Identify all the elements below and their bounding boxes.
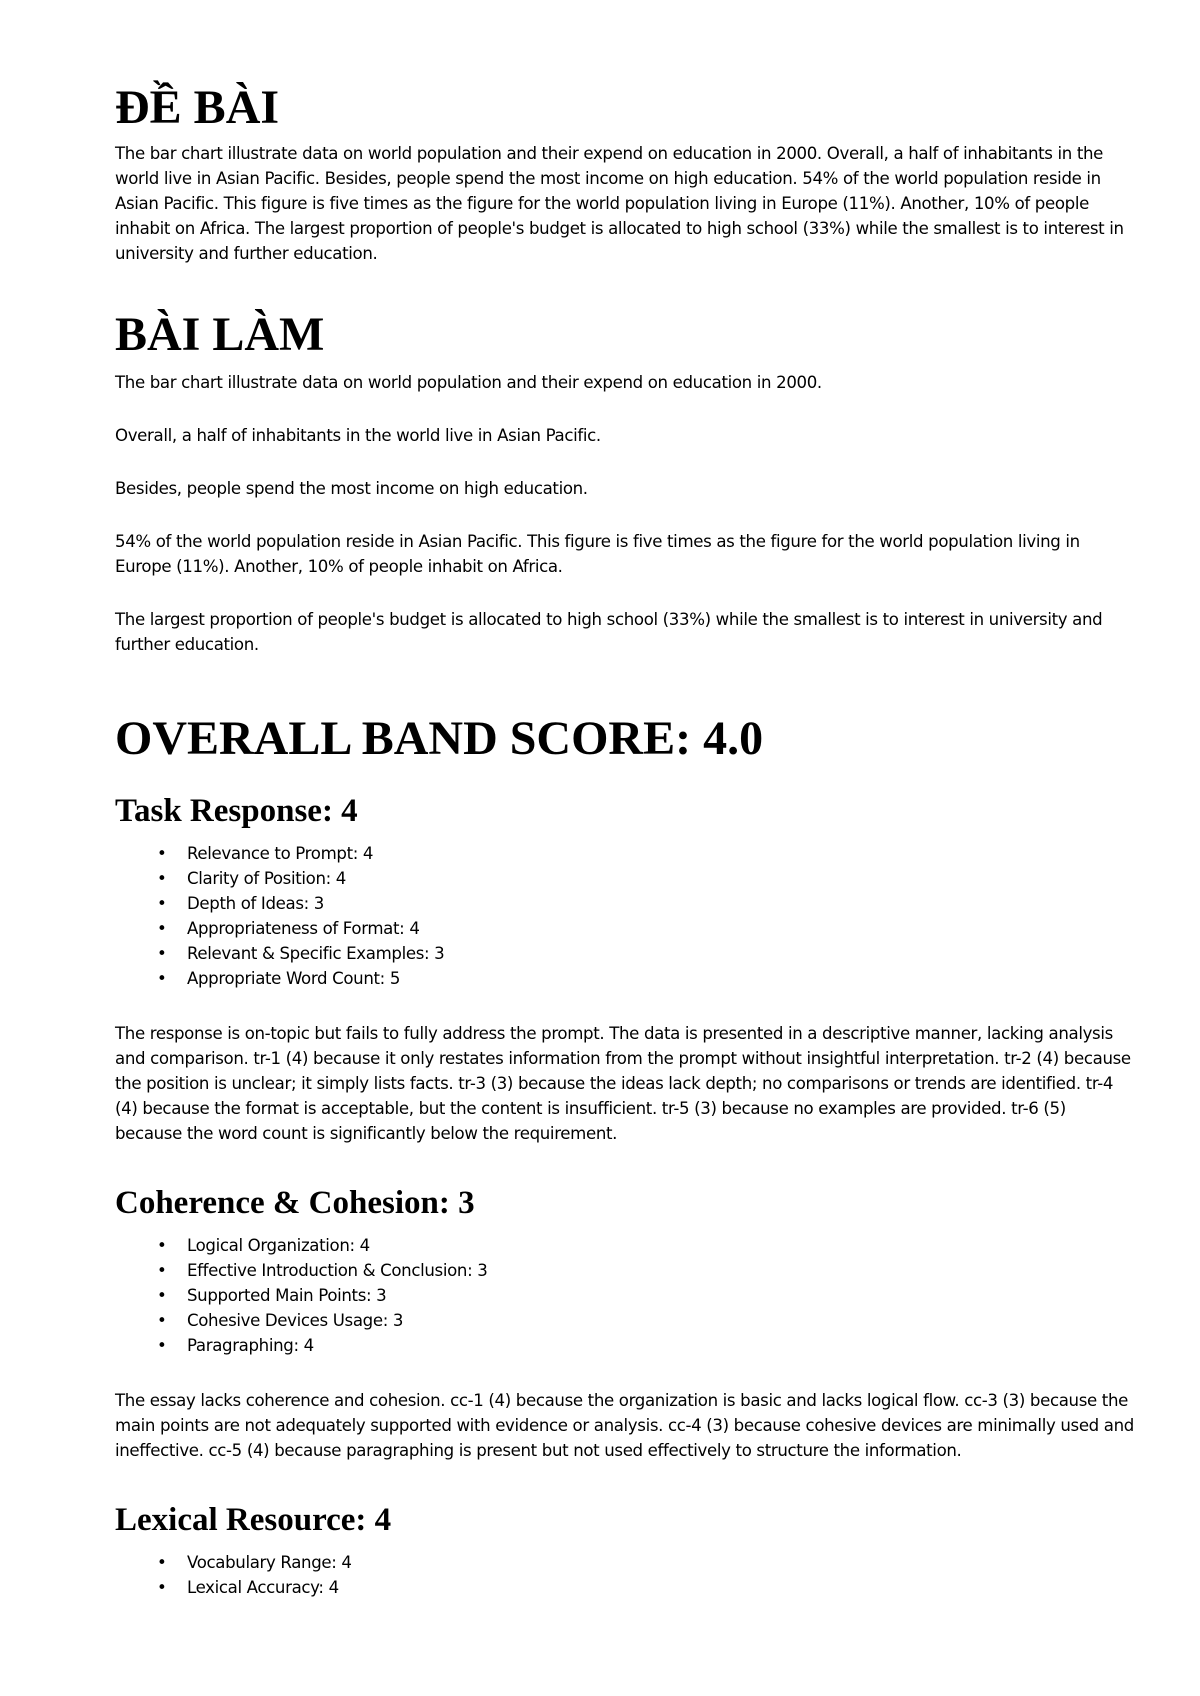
list-item: • Logical Organization: 4 (187, 1233, 1135, 1258)
lexical-resource-heading: Lexical Resource: 4 (115, 1502, 392, 1538)
list-item: • Lexical Accuracy: 4 (187, 1575, 1135, 1600)
coherence-cohesion-feedback: The essay lacks coherence and cohesion. cc-1 (4) because the organization is basic and lacks logical flow. cc-3 (3) because the main points are not adequately supported with evidence or analysis. cc-4 (3) because cohesive devices are minimally used and ineffective. cc-5 (4) because paragraphing is present but not used effectively to structure the information. (115, 1391, 1134, 1460)
coherence-cohesion-criteria-list (115, 1233, 1135, 1358)
de-bai-title: ĐỀ BÀI (115, 81, 280, 134)
task-response-criteria-list (115, 841, 1135, 991)
bai-lam-paragraph: Overall, a half of inhabitants in the world live in Asian Pacific. (115, 426, 601, 445)
bai-lam-paragraph: Besides, people spend the most income on high education. (115, 479, 588, 498)
list-item: • Clarity of Position: 4 (187, 866, 1135, 891)
bai-lam-title: BÀI LÀM (115, 308, 325, 361)
list-item: • Depth of Ideas: 3 (187, 891, 1135, 916)
overall-band-score-title: OVERALL BAND SCORE: 4.0 (115, 712, 764, 765)
list-item: • Relevant & Specific Examples: 3 (187, 941, 1135, 966)
bai-lam-paragraph: The bar chart illustrate data on world population and their expend on education in 2000. (115, 373, 822, 392)
list-item: • Cohesive Devices Usage: 3 (187, 1308, 1135, 1333)
lexical-resource-criteria-list (115, 1550, 1135, 1600)
list-item: • Vocabulary Range: 4 (187, 1550, 1135, 1575)
list-item: • Appropriate Word Count: 5 (187, 966, 1135, 991)
list-item: • Relevance to Prompt: 4 (187, 841, 1135, 866)
bai-lam-paragraph: The largest proportion of people's budget is allocated to high school (33%) while the smallest is to interest in university and further education. (115, 610, 1103, 654)
task-response-feedback: The response is on-topic but fails to fully address the prompt. The data is presented in a descriptive manner, lacking analysis and comparison. tr-1 (4) because it only restates information from the prompt without insightful interpretation. tr-2 (4) because the position is unclear; it simply lists facts. tr-3 (3) because the ideas lack depth; no comparisons or trends are identified. tr-4 (4) because the format is acceptable, but the content is insufficient. tr-5 (3) because no examples are provided. tr-6 (5) because the word count is significantly below the requirement. (115, 1024, 1131, 1143)
bai-lam-paragraph: 54% of the world population reside in Asian Pacific. This figure is five times as the figure for the world population living in Europe (11%). Another, 10% of people inhabit on Africa. (115, 532, 1080, 576)
list-item: • Paragraphing: 4 (187, 1333, 1135, 1358)
list-item: • Appropriateness of Format: 4 (187, 916, 1135, 941)
list-item: • Effective Introduction & Conclusion: 3 (187, 1258, 1135, 1283)
list-item: • Supported Main Points: 3 (187, 1283, 1135, 1308)
coherence-cohesion-heading: Coherence & Cohesion: 3 (115, 1185, 475, 1221)
de-bai-text: The bar chart illustrate data on world population and their expend on education in 2000. Overall, a half of inhabitants in the world live in Asian Pacific. Besides, people spend the most income on high education. 54% of the world population reside in Asian Pacific. This figure is five times as the figure for the world population living in Europe (11%). Another, 10% of people inhabit on Africa. The largest proportion of people's budget is allocated to high school (33%) while the smallest is to interest in university and further education. (115, 144, 1124, 263)
document-page (115, 78, 1135, 1600)
task-response-heading: Task Response: 4 (115, 793, 358, 829)
